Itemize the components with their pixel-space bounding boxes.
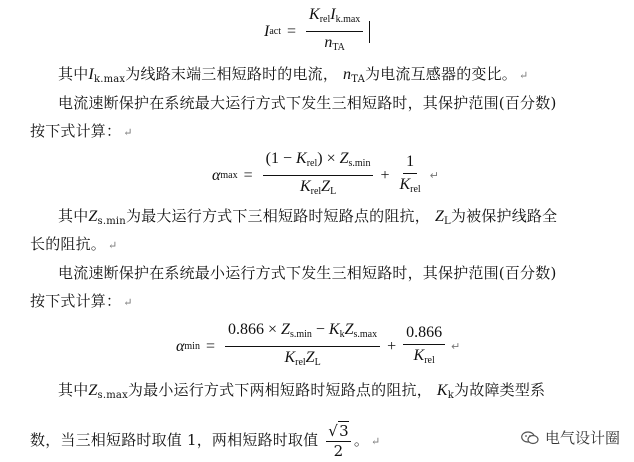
eq3-fraction-second: $\frac{0.866}{K_{rel}}$ [403,324,445,370]
watermark [521,427,620,448]
wechat-icon [521,431,539,445]
eq2-fraction-second: $\frac{1}{K_{rel}}$ [399,152,421,195]
para-min-mode-line2: 按下式计算： ↵ [30,292,133,310]
para-zsmax-definition: 其中$Z_{s.max}$为最小运行方式下两相短路时短路点的阻抗， $K_k$为故障类型系 [58,381,546,401]
eq1-lhs: I [264,22,270,40]
para-zsmin-definition: 其中$Z_{s.min}$为最大运行方式下三相短路时短路点的阻抗， $Z_L$为被保护线路全 [58,207,558,227]
eq1-fraction: $\frac{K_{rel}I_{k.max}}{n_{TA}}$ [306,6,363,57]
para-ik-definition: 其中$I_{k.max}$为线路末端三相短路时的电流， $n_{TA}$为电流互感器的变比。 ↵ [58,65,529,85]
equation-alpha-max: α max = $\frac{(1 - K_{rel}) \times Z_{s.min}}{K_{rel}Z_L}$ + $\frac{1}{K_{rel}}$ ↵ [212,150,439,201]
equation-i-act: I act = $\frac{K_{rel}I_{k.max}}{n_{TA}}$ [264,6,370,57]
text-cursor [369,21,370,43]
para-max-mode-line1: 电流速断保护在系统最大运行方式下发生三相短路时，其保护范围(百分数) [58,94,557,112]
watermark-text: 电气设计圈 [544,429,620,447]
equation-alpha-min: α min = $\frac{0.866 \times Z_{s.min} - K_kZ_{s.max}}{K_{rel}Z_L}$ + $\frac{0.866}{K_{rel}}$ ↵ [176,321,460,372]
para-max-mode-line2: 按下式计算： ↵ [30,122,133,140]
eq3-fraction-main: $\frac{0.866 \times Z_{s.min} - K_kZ_{s.max}}{K_{rel}Z_L}$ [225,321,380,372]
para-min-mode-line1: 电流速断保护在系统最小运行方式下发生三相短路时，其保护范围(百分数) [58,264,557,282]
para-zsmin-line2: 长的阻抗。 ↵ [30,235,118,253]
eq2-fraction-main: $\frac{(1 - K_{rel}) \times Z_{s.min}}{K_{rel}Z_L}$ [263,150,374,201]
para-kk-values: 数，当三相短路时取值 1，两相短路时取值 $\frac{√3}{2}$ 。 ↵ [30,421,381,460]
sqrt3-over-2: $\frac{√3}{2}$ [328,421,349,460]
eq1-lhs-sub: act [269,26,281,37]
